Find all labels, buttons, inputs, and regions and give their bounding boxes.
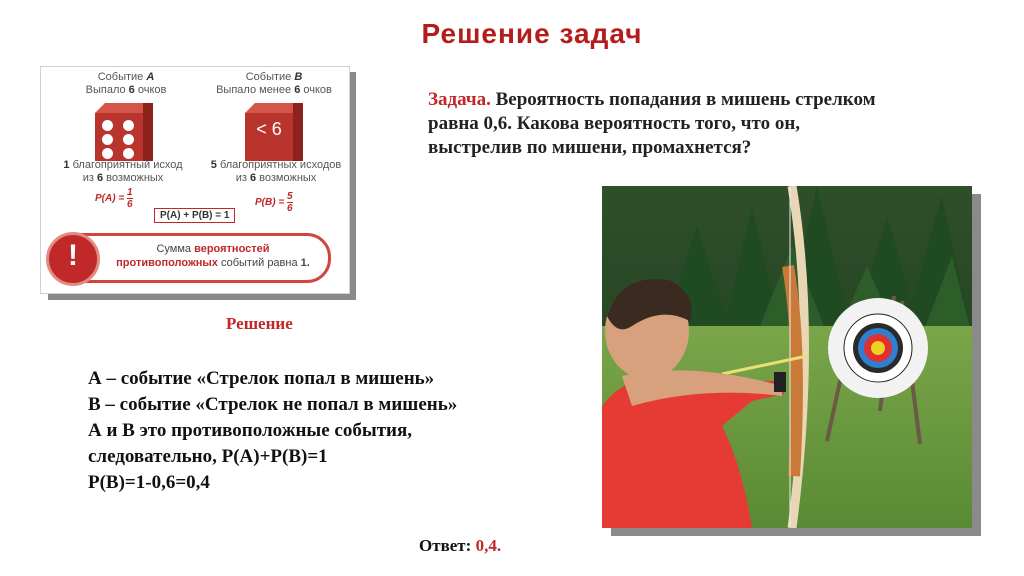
event-a-outcomes: 1 благоприятный исход из 6 возможных	[63, 159, 183, 184]
task-label: Задача.	[428, 89, 491, 110]
archer-illustration	[602, 186, 972, 528]
rule-note-text: Сумма вероятностей противоположных событий равна 1.	[116, 243, 310, 269]
task-text	[428, 88, 898, 160]
solution-line: В – событие «Стрелок не попал в мишень»	[88, 394, 458, 415]
formula-p-a: P(A) = $\frac{1}{6}$	[95, 187, 133, 210]
solution-line: следовательно, Р(А)+Р(В)=1	[88, 446, 328, 467]
event-b-outcomes: 5 благоприятных исходов из 6 возможных	[210, 159, 342, 184]
answer-value: 0,4.	[475, 536, 502, 555]
formula-p-b: P(B) = $\frac{5}{6}$	[255, 191, 293, 214]
cube-label: < 6	[256, 119, 282, 139]
event-b-header: Событие B Выпало менее 6 очков	[216, 71, 332, 96]
solution-heading: Решение	[226, 314, 293, 333]
solution-text	[88, 366, 457, 496]
warning-icon: !	[46, 232, 100, 286]
solution-line: А – событие «Стрелок попал в мишень»	[88, 368, 435, 389]
solution-line: Р(В)=1-0,6=0,4	[88, 472, 210, 493]
answer-label: Ответ:	[419, 536, 472, 555]
info-card	[40, 66, 350, 294]
answer	[419, 536, 501, 556]
event-a-header: Событие A Выпало 6 очков	[85, 71, 167, 96]
solution-line: А и В это противоположные события,	[88, 420, 413, 441]
rule-note	[47, 233, 331, 283]
sum-formula-box: P(A) + P(B) = 1	[154, 208, 235, 223]
task-body: Вероятность попадания в мишень стрелком равна 0,6. Какова вероятность того, что он, выстрелив по мишени, промахнется?	[428, 89, 876, 158]
archer-photo	[602, 186, 972, 528]
dice-dots	[102, 120, 138, 158]
slide-title: Решение задач	[421, 18, 643, 49]
